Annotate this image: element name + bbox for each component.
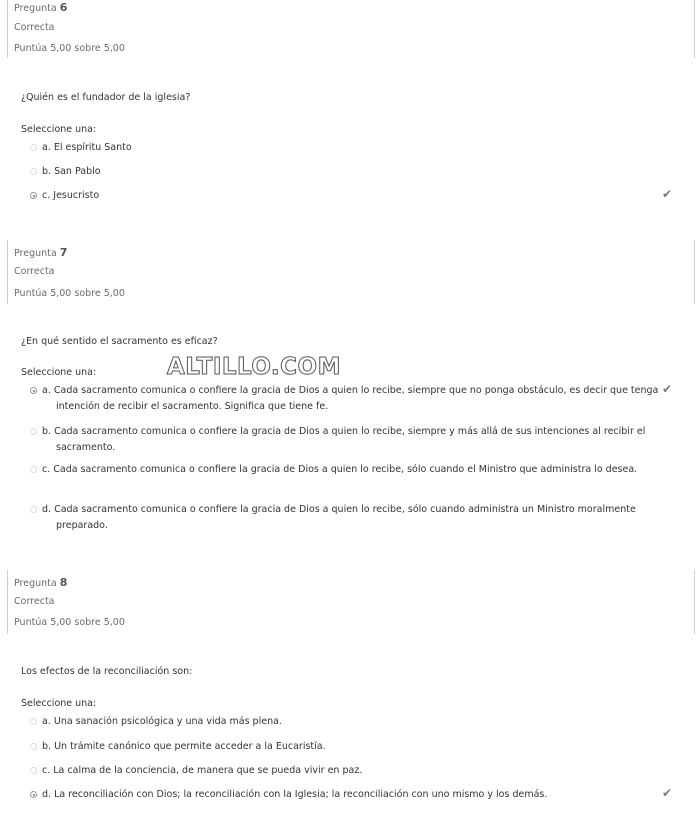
question-status: Correcta <box>14 596 55 607</box>
answer-option[interactable]: a. Una sanación psicológica y una vida más plena. <box>30 714 662 730</box>
question-score: Puntúa 5,00 sobre 5,00 <box>14 288 125 299</box>
check-icon: ✔ <box>662 382 673 396</box>
radio-button[interactable] <box>30 767 37 774</box>
question-text: Los efectos de la reconciliación son: <box>21 666 193 677</box>
radio-button-selected[interactable] <box>30 387 37 394</box>
radio-button-selected[interactable] <box>30 192 37 199</box>
question-score: Puntúa 5,00 sobre 5,00 <box>14 617 125 628</box>
question-number: Pregunta 6 <box>14 1 68 14</box>
answer-option[interactable]: a. Cada sacramento comunica o confiere la gracia de Dios a quien lo recibe, siempre que no ponga obstáculo, es decir que tenga intención de recibir el sacramento. Significa que tiene fe. <box>30 383 662 415</box>
question-info-6 <box>7 0 695 58</box>
answer-option[interactable]: b. Un trámite canónico que permite acceder a la Eucaristía. <box>30 739 662 755</box>
question-score: Puntúa 5,00 sobre 5,00 <box>14 43 125 54</box>
question-text: ¿En qué sentido el sacramento es eficaz? <box>21 336 218 347</box>
watermark-logo: ALTILLO.COM <box>167 354 341 380</box>
question-text: ¿Quién es el fundador de la iglesia? <box>21 92 191 103</box>
radio-button[interactable] <box>30 718 37 725</box>
question-status: Correcta <box>14 266 55 277</box>
radio-button[interactable] <box>30 428 37 435</box>
answer-option[interactable]: c. La calma de la conciencia, de manera que se pueda vivir en paz. <box>30 763 662 779</box>
radio-button[interactable] <box>30 144 37 151</box>
question-number: Pregunta 8 <box>14 576 68 589</box>
answer-option[interactable]: b. Cada sacramento comunica o confiere la gracia de Dios a quien lo recibe, siempre y más allá de sus intenciones al recibir el sacramento. <box>30 424 662 456</box>
question-status: Correcta <box>14 22 55 33</box>
answer-option[interactable]: c. Cada sacramento comunica o confiere la gracia de Dios a quien lo recibe, sólo cuando el Ministro que administra lo desea. <box>30 462 662 478</box>
check-icon: ✔ <box>662 786 673 800</box>
radio-button[interactable] <box>30 506 37 513</box>
radio-button[interactable] <box>30 743 37 750</box>
select-prompt: Seleccione una: <box>21 124 97 135</box>
check-icon: ✔ <box>662 187 673 201</box>
answer-option[interactable]: b. San Pablo <box>30 164 662 180</box>
select-prompt: Seleccione una: <box>21 698 97 709</box>
radio-button-selected[interactable] <box>30 791 37 798</box>
radio-button[interactable] <box>30 168 37 175</box>
answer-option[interactable]: d. Cada sacramento comunica o confiere la gracia de Dios a quien lo recibe, sólo cuando administra un Ministro moralmente preparado. <box>30 502 662 534</box>
select-prompt: Seleccione una: <box>21 367 97 378</box>
question-info-8 <box>7 570 695 634</box>
answer-option[interactable]: d. La reconciliación con Dios; la reconciliación con la Iglesia; la reconciliación con uno mismo y los demás. <box>30 787 662 803</box>
question-info-7 <box>7 240 695 304</box>
radio-button[interactable] <box>30 466 37 473</box>
answer-option[interactable]: c. Jesucristo <box>30 188 662 204</box>
answer-option[interactable]: a. El espíritu Santo <box>30 140 662 156</box>
question-number: Pregunta 7 <box>14 246 68 259</box>
